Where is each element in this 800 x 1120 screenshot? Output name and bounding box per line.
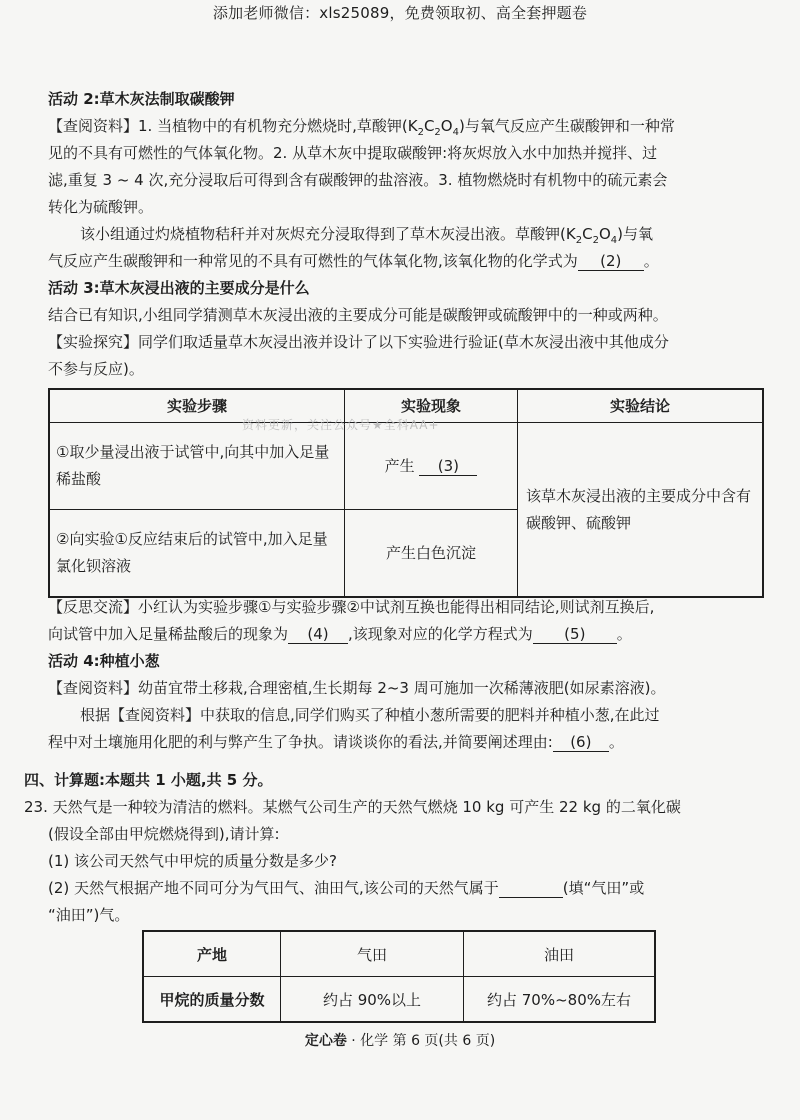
- activity4-info: 【查阅资料】幼苗宜带土移栽,合理密植,生长期每 2~3 周可施加一次稀薄液肥(如尿素溶液)。: [48, 679, 666, 697]
- section-4-title: 四、计算题:本题共 1 小题,共 5 分。: [24, 771, 273, 789]
- activity2-para-line2: 气反应产生碳酸钾和一种常见的不具有可燃性的气体氧化物,该氧化物的化学式为 (2) 。: [48, 252, 659, 270]
- activity4-para-line1: 根据【查阅资料】中获取的信息,同学们购买了种植小葱所需要的肥料并种植小葱,在此过: [80, 706, 660, 724]
- gas-header-field: 气田: [281, 931, 464, 977]
- activity2-title: 活动 2:草木灰法制取碳酸钾: [48, 90, 235, 108]
- header-phenomenon: 实验现象: [345, 389, 518, 423]
- banner-text: 添加老师微信：xls25089，免费领取初、高全套押题卷: [212, 4, 588, 22]
- gas-origin-table: [142, 930, 656, 1023]
- activity2-info-line1: 【查阅资料】1. 当植物中的有机物充分燃烧时,草酸钾$(K_2C_2O_4)$与氧气反应产生碳酸钾和一种常: [48, 117, 675, 138]
- watermark: 资料更新，关注公众号★全科AA+: [242, 418, 440, 432]
- q23-sub2: (2) 天然气根据产地不同可分为气田气、油田气,该公司的天然气属于 (填“气田”或: [48, 879, 645, 897]
- activity2-info-line2: 见的不具有可燃性的气体氧化物。2. 从草木灰中提取碳酸钾:将灰烬放入水中加热并搅拌、过: [48, 144, 658, 162]
- table-row: [49, 423, 763, 510]
- gas-header-origin: 产地: [143, 931, 281, 977]
- activity3-explore-line1: 【实验探究】同学们取适量草木灰浸出液并设计了以下实验进行验证(草木灰浸出液中其他成分: [48, 333, 669, 351]
- gas-row-label: 甲烷的质量分数: [143, 977, 281, 1023]
- step-2-cell: ②向实验①反应结束后的试管中,加入足量氯化钡溶液: [49, 510, 345, 598]
- gas-oil-value: 约占 70%~80%左右: [464, 977, 656, 1023]
- table-row: [143, 931, 655, 977]
- page-footer: 定心卷 · 化学 第 6 页(共 6 页): [304, 1033, 496, 1049]
- activity4-para-line2: 程中对土壤施用化肥的利与弊产生了争执。请谈谈你的看法,并简要阐述理由: (6) 。: [48, 733, 624, 751]
- answer-blank-3[interactable]: (3): [419, 457, 477, 476]
- answer-blank-q23[interactable]: [499, 879, 563, 898]
- activity2-info-line3: 滤,重复 3 ~ 4 次,充分浸取后可得到含有碳酸钾的盐溶液。3. 植物燃烧时有机物中的硫元素会: [48, 171, 668, 189]
- reflection-line1: 【反思交流】小红认为实验步骤①与实验步骤②中试剂互换也能得出相同结论,则试剂互换后,: [48, 598, 655, 616]
- table-row: [143, 977, 655, 1023]
- header-conclusion: 实验结论: [518, 389, 764, 423]
- answer-blank-4[interactable]: (4): [288, 625, 348, 644]
- phenomenon-1-cell: 产生 (3): [345, 423, 518, 510]
- activity3-explore-line2: 不参与反应)。: [48, 360, 144, 378]
- q23-sub1: (1) 该公司天然气中甲烷的质量分数是多少?: [48, 852, 337, 870]
- gas-field-value: 约占 90%以上: [281, 977, 464, 1023]
- header-step: 实验步骤: [49, 389, 345, 423]
- activity3-title: 活动 3:草木灰浸出液的主要成分是什么: [48, 279, 310, 297]
- q23-line1: 23. 天然气是一种较为清洁的燃料。某燃气公司生产的天然气燃烧 10 kg 可产生 22 kg 的二氧化碳: [24, 798, 681, 816]
- reflection-activity4-block: [48, 594, 760, 756]
- top-banner: [0, 0, 800, 21]
- answer-blank-2[interactable]: (2): [578, 252, 644, 271]
- answer-blank-5[interactable]: (5): [533, 625, 617, 644]
- reflection-line2: 向试管中加入足量稀盐酸后的现象为 (4) ,该现象对应的化学方程式为 (5) 。: [48, 625, 632, 643]
- question-23: [24, 794, 764, 929]
- gas-header-oil: 油田: [464, 931, 656, 977]
- answer-blank-6[interactable]: (6): [553, 733, 609, 752]
- phenomenon-2-cell: 产生白色沉淀: [345, 510, 518, 598]
- activity4-title: 活动 4:种植小葱: [48, 652, 160, 670]
- q23-sub2-cont: “油田”)气。: [48, 906, 130, 924]
- activity-2-3-block: [48, 86, 760, 383]
- activity3-line1: 结合已有知识,小组同学猜测草木灰浸出液的主要成分可能是碳酸钾或硫酸钾中的一种或两种。: [48, 306, 668, 324]
- step-1-cell: ①取少量浸出液于试管中,向其中加入足量稀盐酸: [49, 423, 345, 510]
- q23-line2: (假设全部由甲烷燃烧得到),请计算:: [48, 825, 280, 843]
- activity2-para-line1: 该小组通过灼烧植物秸秆并对灰烬充分浸取得到了草木灰浸出液。草酸钾$(K_2C_2O_4)$与氧: [80, 225, 653, 246]
- activity2-info-line4: 转化为硫酸钾。: [48, 198, 154, 216]
- conclusion-cell: 该草木灰浸出液的主要成分中含有碳酸钾、硫酸钾: [518, 423, 764, 598]
